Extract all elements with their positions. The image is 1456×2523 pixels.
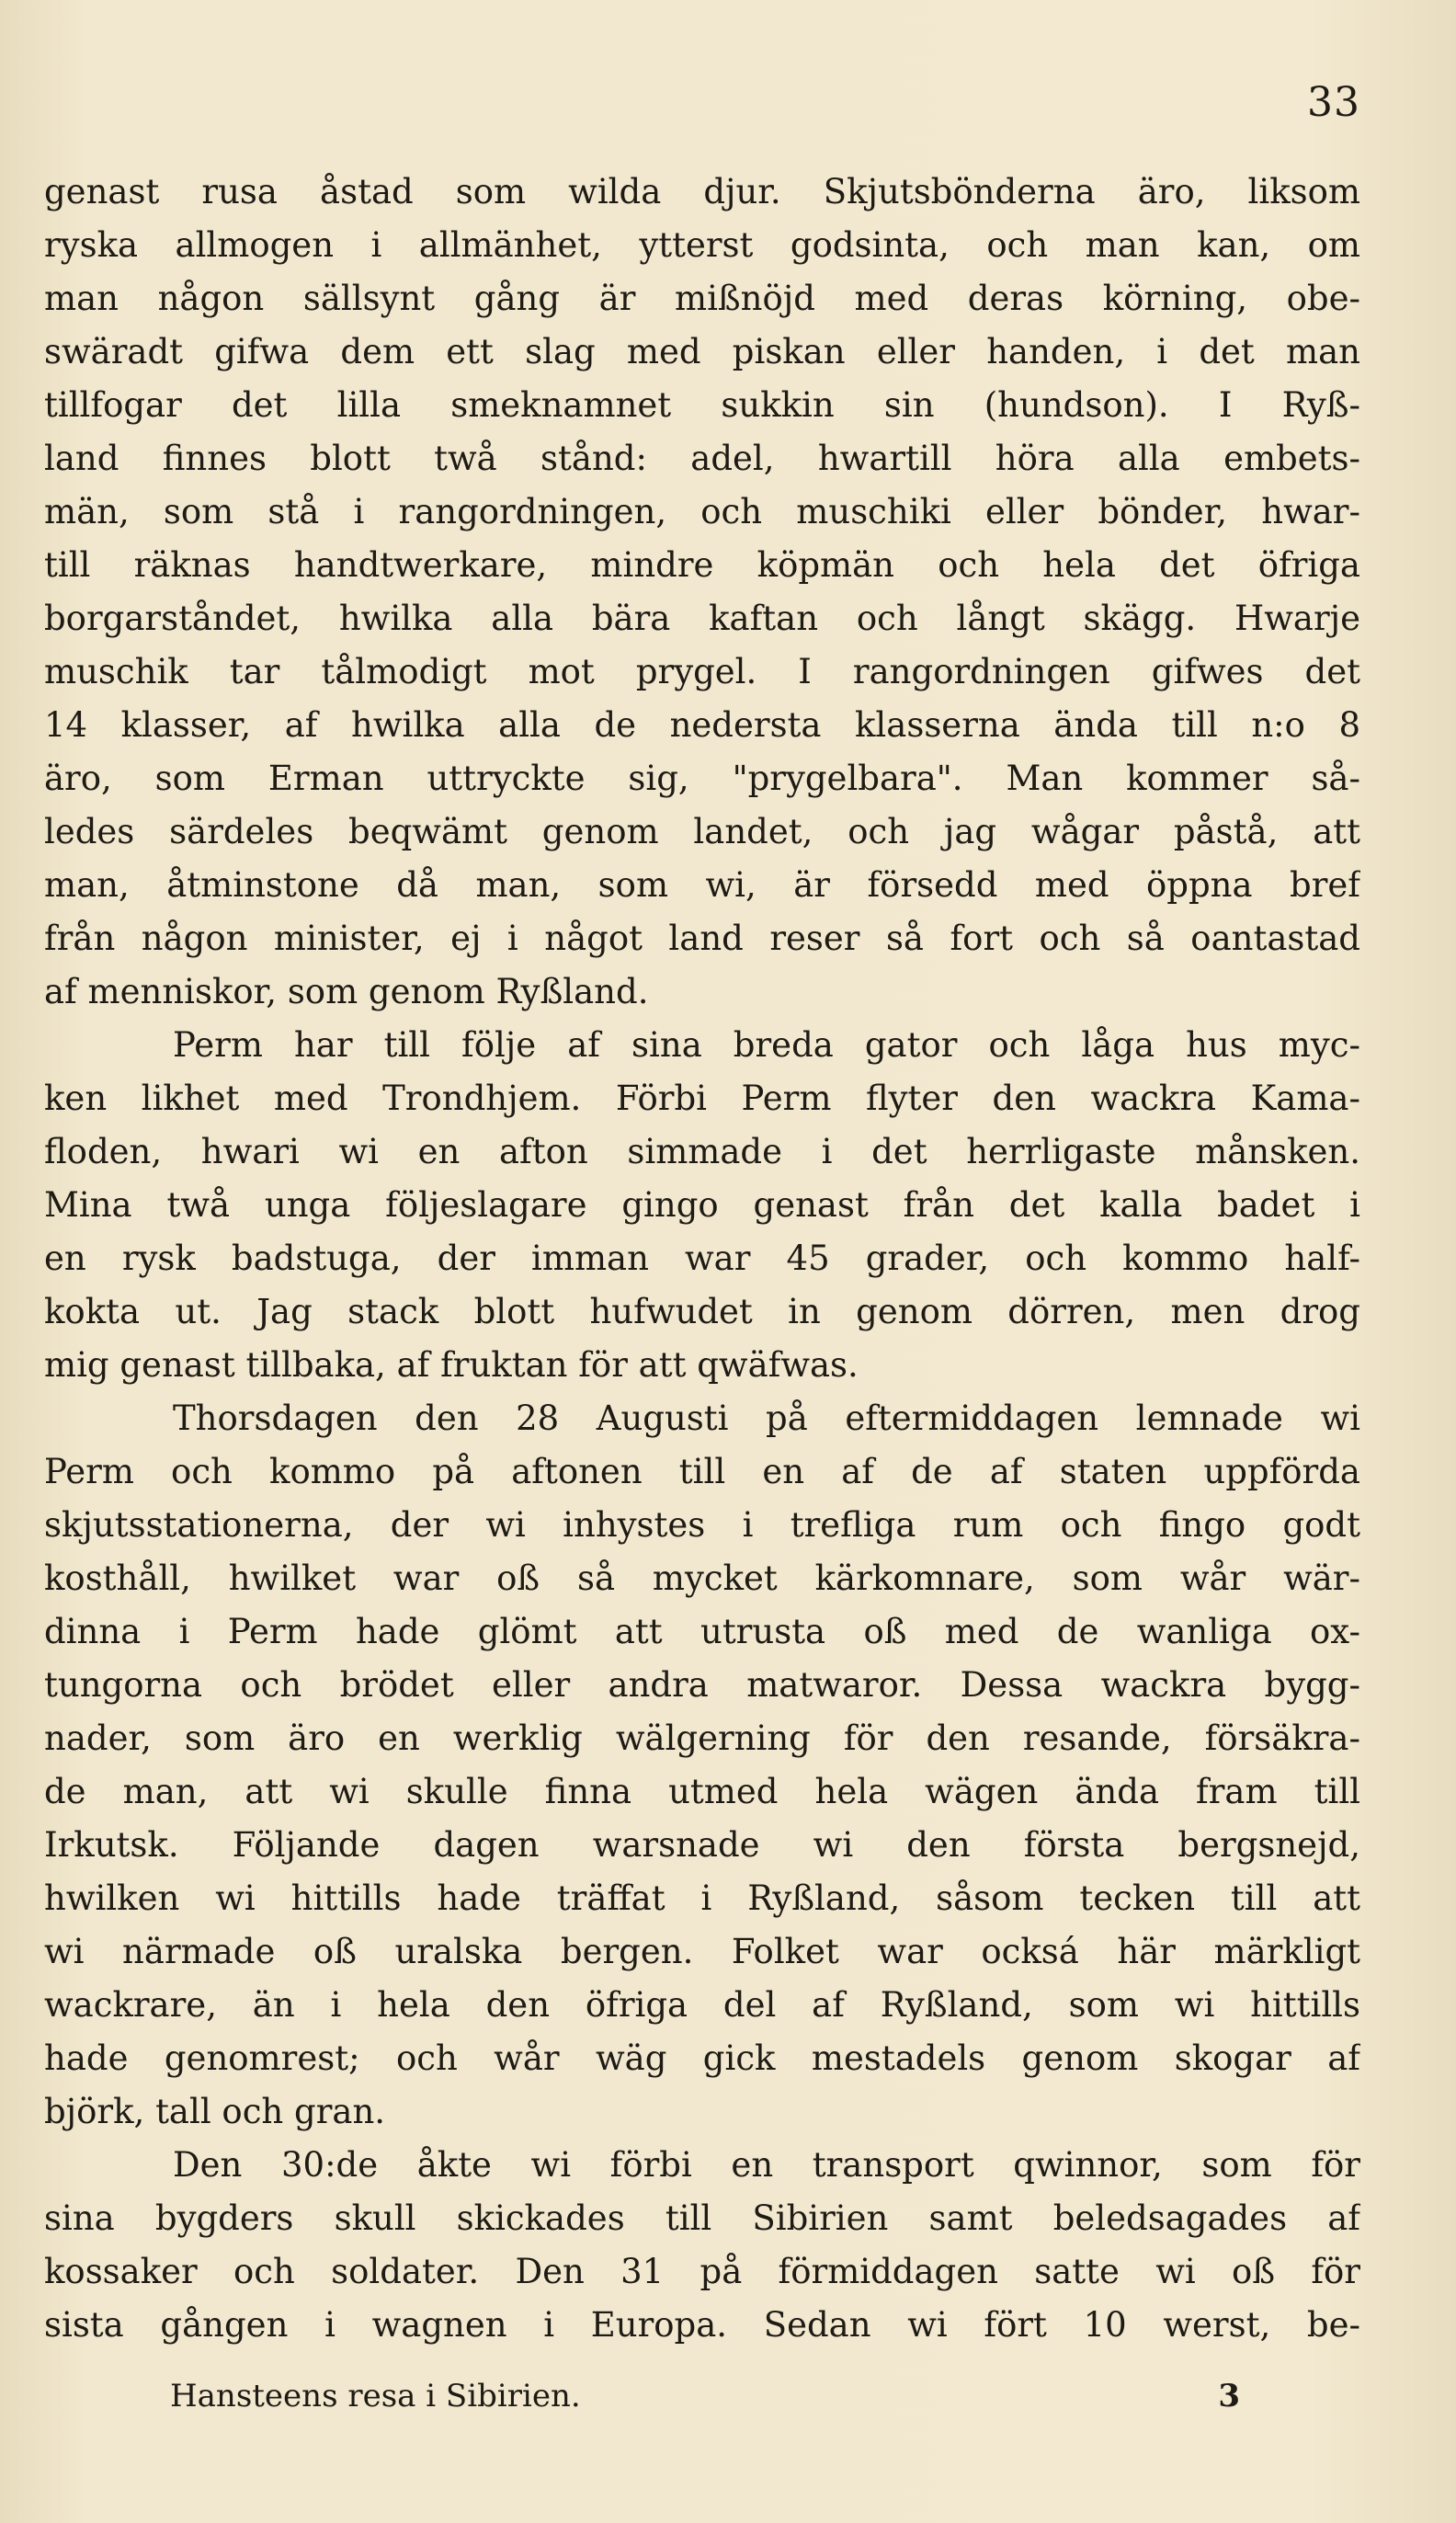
- text-line: män, som stå i rangordningen, och muschiki eller bönder, hwar-: [44, 492, 1360, 531]
- text-line: hade genomrest; och wår wäg gick mestadels genom skogar af: [44, 2038, 1360, 2078]
- text-line: Mina twå unga följeslagare gingo genast från det kalla badet i: [44, 1185, 1360, 1225]
- text-line: nader, som äro en werklig wälgerning för den resande, försäkra-: [44, 1718, 1360, 1758]
- text-line: ledes särdeles beqwämt genom landet, och jag wågar påstå, att: [44, 812, 1360, 851]
- text-line: land finnes blott twå stånd: adel, hwartill höra alla embets-: [44, 439, 1360, 478]
- text-line: hwilken wi hittills hade träffat i Ryßland, såsom tecken till att: [44, 1878, 1360, 1918]
- text-line: genast rusa åstad som wilda djur. Skjutsbönderna äro, liksom: [44, 172, 1360, 211]
- text-line: ryska allmogen i allmänhet, ytterst godsinta, och man kan, om: [44, 225, 1360, 265]
- text-line: Thorsdagen den 28 Augusti på eftermiddagen lemnade wi: [173, 1398, 1360, 1438]
- text-line: Den 30:de åkte wi förbi en transport qwinnor, som för: [173, 2145, 1360, 2185]
- text-line: Irkutsk. Följande dagen warsnade wi den första bergsnejd,: [44, 1825, 1360, 1865]
- text-line: kossaker och soldater. Den 31 på förmiddagen satte wi oß för: [44, 2252, 1360, 2291]
- text-line: björk, tall och gran.: [44, 2092, 386, 2131]
- page-number: 33: [1307, 79, 1360, 126]
- text-line: till räknas handtwerkare, mindre köpmän och hela det öfriga: [44, 545, 1360, 585]
- text-line: 14 klasser, af hwilka alla de nedersta klasserna ända till n:o 8: [44, 705, 1360, 745]
- text-line: en rysk badstuga, der imman war 45 grader, och kommo half-: [44, 1239, 1360, 1278]
- text-line: borgarståndet, hwilka alla bära kaftan och långt skägg. Hwarje: [44, 599, 1360, 638]
- text-line: kosthåll, hwilket war oß så mycket kärkomnare, som wår wär-: [44, 1558, 1360, 1598]
- text-line: af menniskor, som genom Ryßland.: [44, 972, 649, 1011]
- signature-mark: 3: [1218, 2378, 1240, 2415]
- text-line: kokta ut. Jag stack blott hufwudet in genom dörren, men drog: [44, 1292, 1360, 1331]
- text-line: wi närmade oß uralska bergen. Folket war ocksá här märkligt: [44, 1932, 1360, 1971]
- text-line: sina bygders skull skickades till Sibirien samt beledsagades af: [44, 2198, 1360, 2238]
- text-line: muschik tar tålmodigt mot prygel. I rangordningen gifwes det: [44, 652, 1360, 691]
- text-line: wackrare, än i hela den öfriga del af Ryßland, som wi hittills: [44, 1985, 1360, 2025]
- text-line: ken likhet med Trondhjem. Förbi Perm flyter den wackra Kama-: [44, 1079, 1360, 1118]
- text-line: swäradt gifwa dem ett slag med piskan eller handen, i det man: [44, 332, 1360, 371]
- text-line: de man, att wi skulle finna utmed hela wägen ända fram till: [44, 1772, 1360, 1811]
- text-line: dinna i Perm hade glömt att utrusta oß med de wanliga ox-: [44, 1612, 1360, 1651]
- text-line: Perm har till följe af sina breda gator och låga hus myc-: [173, 1025, 1360, 1065]
- text-line: mig genast tillbaka, af fruktan för att qwäfwas.: [44, 1345, 859, 1385]
- text-line: äro, som Erman uttryckte sig, "prygelbara". Man kommer så-: [44, 759, 1360, 798]
- text-line: tungorna och brödet eller andra matwaror. Dessa wackra bygg-: [44, 1665, 1360, 1705]
- body-text: [44, 166, 1360, 2352]
- text-line: skjutsstationerna, der wi inhystes i trefliga rum och fingo godt: [44, 1505, 1360, 1545]
- page-footer: [170, 2378, 1240, 2426]
- text-line: Perm och kommo på aftonen till en af de af staten uppförda: [44, 1452, 1360, 1491]
- text-line: från någon minister, ej i något land reser så fort och så oantastad: [44, 919, 1360, 958]
- text-line: floden, hwari wi en afton simmade i det herrligaste månsken.: [44, 1132, 1360, 1171]
- text-line: man någon sällsynt gång är mißnöjd med deras körning, obe-: [44, 279, 1360, 318]
- text-line: sista gången i wagnen i Europa. Sedan wi fört 10 werst, be-: [44, 2305, 1360, 2345]
- text-line: tillfogar det lilla smeknamnet sukkin sin (hundson). I Ryß-: [44, 385, 1360, 425]
- running-footer-title: Hansteens resa i Sibirien.: [170, 2378, 581, 2415]
- text-line: man, åtminstone då man, som wi, är försedd med öppna bref: [44, 865, 1360, 905]
